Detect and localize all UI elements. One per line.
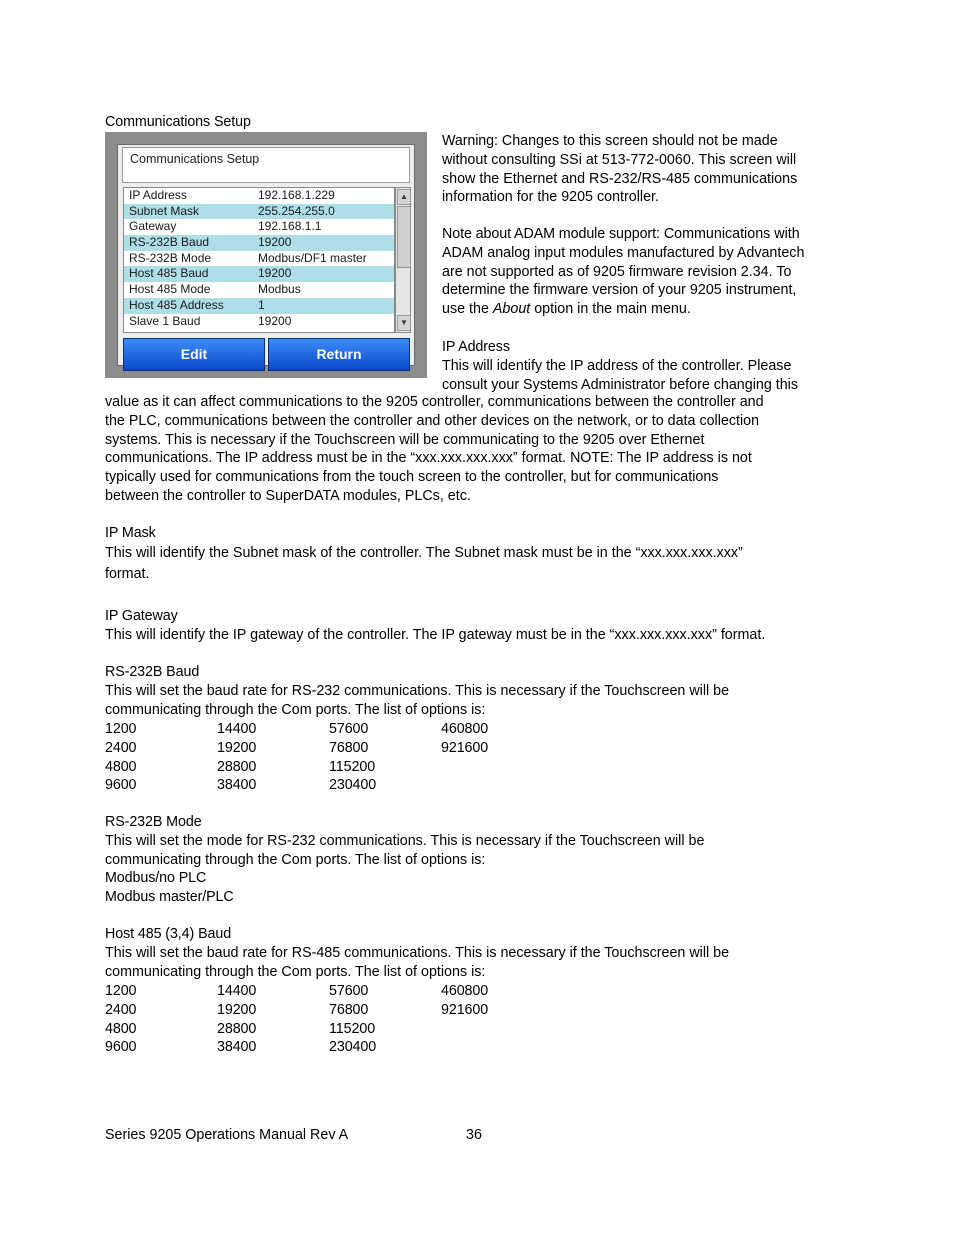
baud-option: 921600: [441, 1001, 489, 1018]
baud-option: 230400: [329, 1039, 377, 1056]
ip-address-text: The IP address is not: [613, 450, 752, 467]
list-item[interactable]: [124, 314, 394, 330]
rs232-baud-options: [105, 720, 553, 795]
adam-note-text: Communications with: [659, 226, 800, 242]
ip-address-continued: [105, 393, 764, 506]
setting-value: 1: [258, 297, 265, 312]
baud-option: 19200: [217, 739, 257, 756]
warning-label: Warning:: [442, 133, 498, 149]
baud-option: 2400: [105, 1001, 137, 1018]
ip-address-text: consult your Systems Administrator before changing this: [442, 376, 799, 393]
adam-note-label: Note about ADAM module support:: [442, 226, 660, 242]
scroll-up-arrow-icon[interactable]: ▲: [397, 189, 411, 205]
ip-address-text: systems. This is necessary if the Touchscreen will be communicating to the 9205 over Ethernet: [105, 431, 705, 448]
about-option-text: About: [492, 301, 531, 318]
list-item[interactable]: [124, 298, 394, 314]
ip-mask-text: This will identify the Subnet mask of the controller. The Subnet mask must be in the “xxx.xxx.xxx.xxx”: [105, 544, 743, 561]
baud-option: 57600: [329, 721, 369, 737]
setting-label: Gateway: [129, 219, 177, 234]
baud-option: 9600: [105, 1039, 137, 1056]
ip-gateway-section: [105, 607, 765, 645]
warning-text: without consulting SSi at 513-772-0060. This screen will: [442, 151, 797, 168]
ip-address-text: the PLC, communications between the controller and other devices on the network, or to data collection: [105, 412, 760, 429]
baud-option: 9600: [105, 777, 137, 794]
list-item[interactable]: [124, 204, 394, 220]
host485-baud-text: This will set the baud rate for RS-485 communications. This is necessary if the Touchscreen will be: [105, 944, 730, 961]
rs232-baud-text: This will set the baud rate for RS-232 communications. This is necessary if the Touchscreen will be: [105, 682, 730, 699]
rs232-mode-text: communicating through the Com ports. The list of options is:: [105, 851, 486, 868]
baud-option: [441, 1038, 553, 1057]
rs232-mode-heading: RS-232B Mode: [105, 814, 202, 830]
ip-address-text: This will identify the IP address of the controller. Please: [442, 357, 792, 374]
setting-value: 192.168.1.229: [258, 188, 335, 202]
communications-setup-screenshot: [105, 132, 427, 378]
ip-address-section: [442, 338, 798, 394]
warning-paragraph: [442, 132, 842, 207]
baud-option: 460800: [441, 721, 489, 737]
list-scrollbar[interactable]: [395, 187, 411, 333]
setting-label: Host 485 Baud: [129, 266, 209, 281]
baud-option: 921600: [441, 739, 489, 756]
baud-option: 115200: [329, 1020, 376, 1037]
ip-address-text: value as it can affect communications to the 9205 controller, communications between the controller and: [105, 394, 764, 410]
list-item[interactable]: [124, 251, 394, 267]
ip-address-text: between the controller to SuperDATA modules, PLCs, etc.: [105, 487, 471, 504]
ip-address-heading: IP Address: [442, 339, 510, 355]
page-number: 36: [466, 1127, 482, 1143]
mode-option: Modbus master/PLC: [105, 889, 234, 906]
setting-value: Modbus: [258, 282, 301, 297]
rs232-mode-section: [105, 813, 704, 907]
list-item[interactable]: [124, 188, 394, 204]
rs232-baud-section: [105, 663, 729, 719]
baud-option: 19200: [217, 1001, 257, 1018]
baud-option: [441, 776, 553, 795]
baud-option: 1200: [105, 983, 137, 999]
baud-option: 115200: [329, 758, 376, 775]
setting-label: IP Address: [129, 188, 187, 202]
setting-value: 19200: [258, 313, 292, 328]
setting-value: 255.254.255.0: [258, 203, 335, 218]
setting-value: Modbus/DF1 master: [258, 250, 367, 265]
baud-option: 2400: [105, 739, 137, 756]
baud-option: 28800: [217, 1020, 257, 1037]
baud-option: 76800: [329, 1001, 369, 1018]
list-item[interactable]: [124, 235, 394, 251]
setting-label: Subnet Mask: [129, 203, 200, 218]
adam-note-text: determine the firmware version of your 9205 instrument,: [442, 282, 797, 299]
adam-note-text: ADAM analog input modules manufactured by Advantech: [442, 244, 805, 261]
ip-mask-text: format.: [105, 565, 150, 582]
adam-note-paragraph: [442, 225, 842, 319]
scrollbar-thumb[interactable]: [397, 206, 411, 268]
setting-value: 19200: [258, 235, 292, 250]
return-button[interactable]: Return: [268, 338, 410, 371]
list-item[interactable]: [124, 219, 394, 235]
rs232-baud-heading: RS-232B Baud: [105, 664, 200, 680]
ip-gateway-heading: IP Gateway: [105, 608, 178, 624]
baud-option: 4800: [105, 758, 137, 775]
scroll-down-arrow-icon[interactable]: ▼: [397, 315, 411, 331]
baud-option: [441, 758, 553, 777]
ip-address-text: typically used for communications from the touch screen to the controller, but for communications: [105, 469, 719, 486]
baud-option: 38400: [217, 777, 257, 794]
warning-text: show the Ethernet and RS-232/RS-485 communications: [442, 170, 798, 187]
baud-option: 28800: [217, 758, 257, 775]
setting-label: RS-232B Mode: [129, 250, 212, 265]
baud-option: 460800: [441, 983, 489, 999]
baud-option: 57600: [329, 983, 369, 999]
list-item[interactable]: [124, 282, 394, 298]
screen-title: Communications Setup: [130, 152, 260, 166]
host485-baud-options: [105, 982, 553, 1057]
host485-baud-section: [105, 925, 729, 981]
rs232-mode-text: This will set the mode for RS-232 communications. This is necessary if the Touchscreen will be: [105, 832, 705, 849]
setting-label: Host 485 Address: [129, 297, 224, 312]
baud-option: 38400: [217, 1039, 257, 1056]
mode-option: Modbus/no PLC: [105, 870, 207, 887]
section-title: Communications Setup: [105, 114, 251, 130]
baud-option: 14400: [217, 983, 257, 999]
baud-option: 4800: [105, 1020, 137, 1037]
baud-option: [441, 1020, 553, 1039]
setting-label: RS-232B Baud: [129, 235, 210, 250]
screen-title-box: [122, 147, 410, 183]
baud-option: 76800: [329, 739, 369, 756]
edit-button[interactable]: Edit: [123, 338, 265, 371]
list-item[interactable]: [124, 266, 394, 282]
warning-text: information for the 9205 controller.: [442, 189, 659, 206]
ip-address-text: communications. The IP address must be in the “xxx.xxx.xxx.xxx” format.: [105, 450, 571, 467]
rs232-baud-text: communicating through the Com ports. The list of options is:: [105, 701, 486, 718]
ip-mask-section: [105, 524, 743, 585]
host485-baud-heading: Host 485 (3,4) Baud: [105, 926, 232, 942]
adam-note-text: use the: [442, 301, 493, 318]
setting-value: 19200: [258, 266, 292, 281]
baud-option: 14400: [217, 721, 257, 737]
setting-value: 192.168.1.1: [258, 219, 322, 234]
adam-note-text: are not supported as of 9205 firmware revision 2.34. To: [442, 263, 792, 280]
screen-panel: [117, 144, 415, 366]
host485-baud-text: communicating through the Com ports. The list of options is:: [105, 963, 486, 980]
ip-gateway-text: This will identify the IP gateway of the controller. The IP gateway must be in the “xxx.xxx.xxx.xxx” format.: [105, 626, 766, 643]
warning-text: Changes to this screen should not be made: [497, 133, 778, 149]
ip-mask-heading: IP Mask: [105, 525, 156, 541]
adam-note-text: option in the main menu.: [530, 301, 691, 318]
settings-list: [123, 187, 395, 333]
baud-option: 230400: [329, 777, 377, 794]
note-label: NOTE:: [570, 450, 614, 467]
setting-label: Host 485 Mode: [129, 282, 211, 297]
baud-option: 1200: [105, 721, 137, 737]
footer-manual-title: Series 9205 Operations Manual Rev A: [105, 1127, 349, 1143]
setting-label: Slave 1 Baud: [129, 313, 201, 328]
